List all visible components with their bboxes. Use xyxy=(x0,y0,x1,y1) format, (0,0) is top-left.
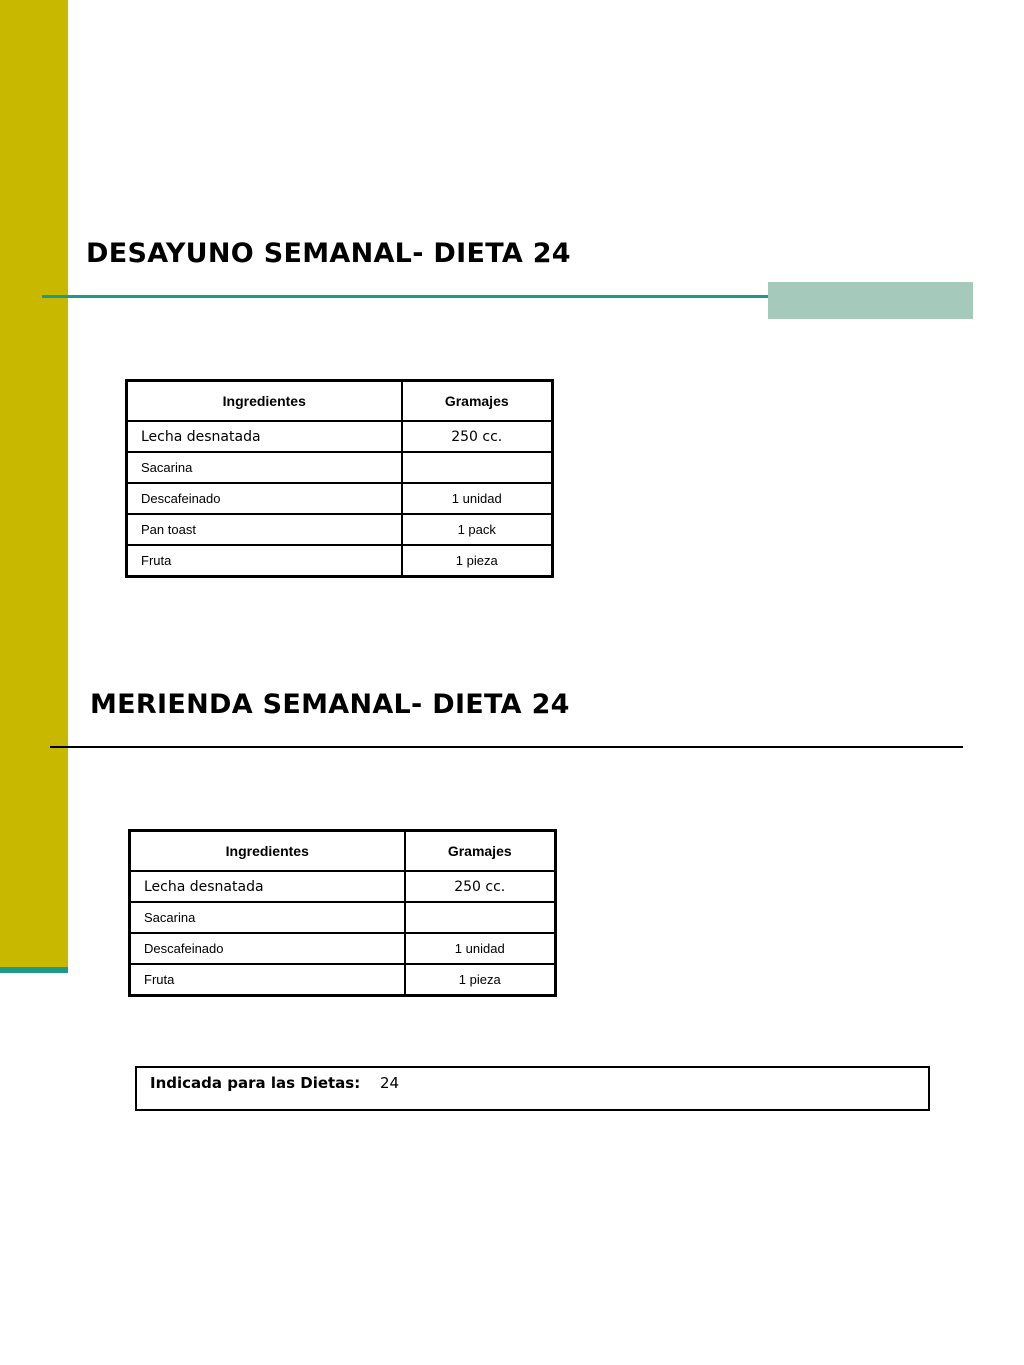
diet-indication-box xyxy=(135,1066,930,1111)
table-row xyxy=(127,514,553,545)
ingredient-cell: Pan toast xyxy=(127,514,402,545)
section-divider xyxy=(50,746,963,748)
table-row xyxy=(130,964,556,996)
ingredient-cell: Sacarina xyxy=(130,902,405,933)
column-header-gramajes: Gramajes xyxy=(405,831,556,872)
column-header-ingredients: Ingredientes xyxy=(130,831,405,872)
diet-indication-value: 24 xyxy=(380,1074,400,1092)
snack-title: MERIENDA SEMANAL- DIETA 24 xyxy=(90,689,570,720)
sidebar-decoration xyxy=(0,0,68,968)
ingredient-cell: Sacarina xyxy=(127,452,402,483)
amount-cell: 1 unidad xyxy=(402,483,553,514)
amount-cell xyxy=(402,452,553,483)
table-row xyxy=(127,483,553,514)
ingredient-cell: Descafeinado xyxy=(127,483,402,514)
column-header-gramajes: Gramajes xyxy=(402,381,553,422)
accent-block xyxy=(768,282,973,319)
ingredient-cell: Fruta xyxy=(127,545,402,577)
ingredient-cell: Lecha desnatada xyxy=(127,421,402,452)
ingredient-cell: Lecha desnatada xyxy=(130,871,405,902)
table-row xyxy=(127,421,553,452)
table-row xyxy=(130,902,556,933)
column-header-ingredients: Ingredientes xyxy=(127,381,402,422)
table-header-row xyxy=(130,831,556,872)
table-row xyxy=(130,871,556,902)
table-row xyxy=(127,545,553,577)
amount-cell: 1 pieza xyxy=(405,964,556,996)
diet-indication-label: Indicada para las Dietas: xyxy=(150,1074,361,1092)
table-header-row xyxy=(127,381,553,422)
sidebar-foot-line xyxy=(0,967,68,973)
ingredient-cell: Descafeinado xyxy=(130,933,405,964)
table-row xyxy=(127,452,553,483)
snack-table xyxy=(128,829,557,997)
amount-cell: 1 pack xyxy=(402,514,553,545)
amount-cell xyxy=(405,902,556,933)
table-row xyxy=(130,933,556,964)
ingredient-cell: Fruta xyxy=(130,964,405,996)
amount-cell: 250 cc. xyxy=(405,871,556,902)
breakfast-title: DESAYUNO SEMANAL- DIETA 24 xyxy=(86,238,571,269)
amount-cell: 1 pieza xyxy=(402,545,553,577)
breakfast-table xyxy=(125,379,554,578)
amount-cell: 1 unidad xyxy=(405,933,556,964)
amount-cell: 250 cc. xyxy=(402,421,553,452)
